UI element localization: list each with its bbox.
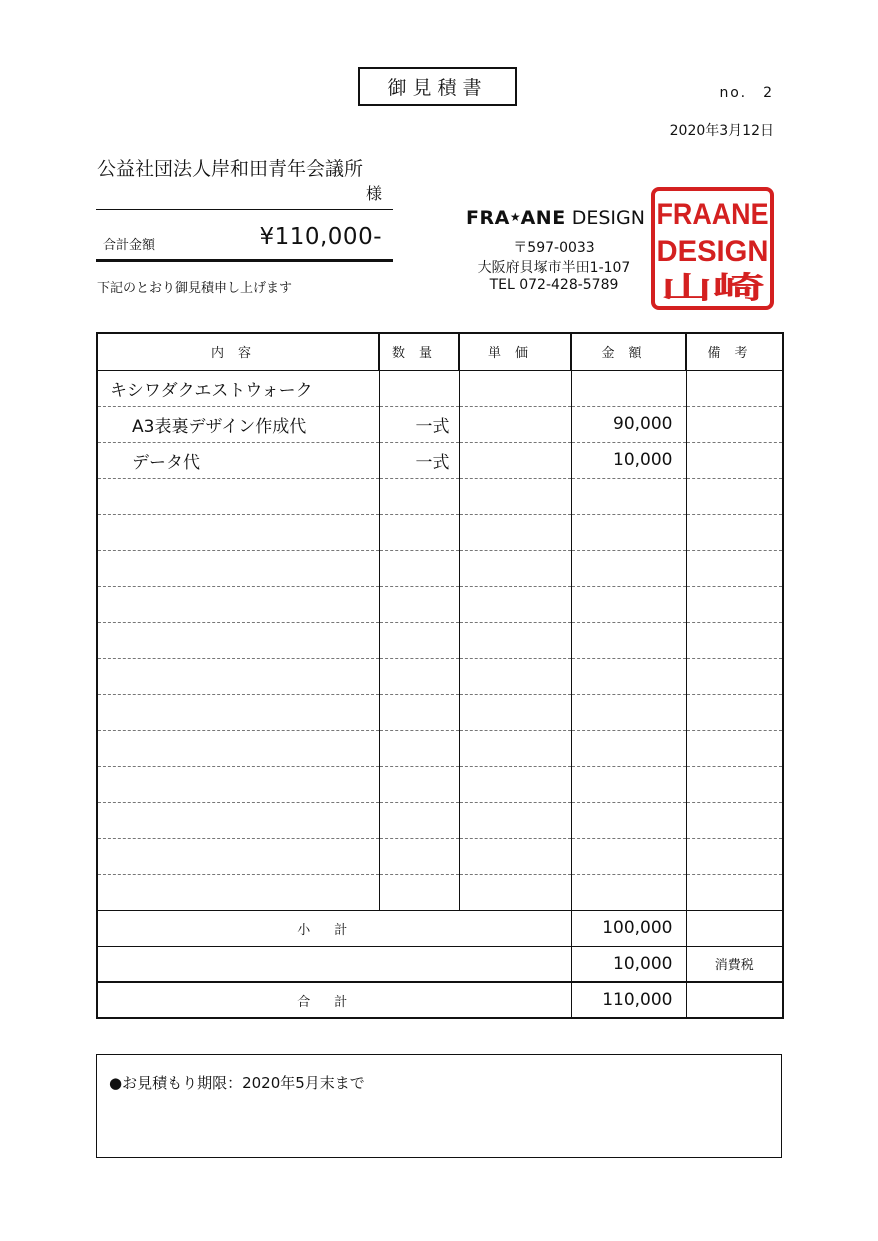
grand-total-amount: 110,000 [571,982,686,1018]
header-amount: 金額 [571,333,686,370]
cell-amount [571,658,686,694]
cell-amount [571,838,686,874]
client-underline [96,209,393,210]
seal-text-line2: DESIGN [656,235,769,268]
subtotal-amount: 100,000 [571,910,686,946]
cell-unit-price [459,406,571,442]
cell-quantity: 一式 [379,442,459,478]
cell-unit-price [459,550,571,586]
cell-quantity [379,550,459,586]
cell-unit-price [459,514,571,550]
issuer-tel: TEL 072-428-5789 [489,277,619,293]
cell-description: A3表裏デザイン作成代 [97,406,379,442]
document-number: no. 2 [719,85,774,101]
cell-note [686,406,783,442]
cell-amount [571,766,686,802]
cell-note [686,586,783,622]
cell-unit-price [459,766,571,802]
table-summary [97,910,783,1018]
cell-description [97,874,379,910]
cell-amount [571,802,686,838]
table-row-blank [97,838,783,874]
table-row-blank [97,514,783,550]
cell-unit-price [459,370,571,406]
cell-note [686,550,783,586]
table-row [97,442,783,478]
cell-note [686,658,783,694]
grand-total-label: 合計 [97,982,571,1018]
header-note: 備考 [686,333,783,370]
cell-quantity [379,370,459,406]
subtotal-label: 小計 [97,910,571,946]
cell-description: キシワダクエストウォーク [97,370,379,406]
cell-amount [571,514,686,550]
cell-description [97,622,379,658]
cell-description [97,478,379,514]
table-row [97,406,783,442]
table-row [97,370,783,406]
total-amount-value: ¥110,000- [259,224,382,250]
cell-note [686,442,783,478]
table-row-blank [97,802,783,838]
cell-description [97,694,379,730]
tax-row [97,946,783,982]
cell-quantity [379,622,459,658]
issuer-address: 大阪府貝塚市半田1-107 [477,260,631,276]
cell-quantity [379,838,459,874]
cell-note [686,874,783,910]
cell-amount [571,370,686,406]
cell-unit-price [459,478,571,514]
cell-amount [571,478,686,514]
remarks-box [96,1054,782,1158]
cell-unit-price [459,874,571,910]
table-row-blank [97,694,783,730]
cell-quantity [379,658,459,694]
company-seal-stamp [650,186,775,311]
cell-description [97,802,379,838]
cell-amount [571,874,686,910]
star-icon: ★ [509,210,521,224]
cell-quantity [379,766,459,802]
cell-amount [571,730,686,766]
cell-quantity [379,478,459,514]
cell-note [686,802,783,838]
table-row-blank [97,658,783,694]
issuer-postal: 〒597-0033 [513,240,595,256]
client-name: 公益社団法人岸和田青年会議所 [97,158,364,180]
cell-amount [571,694,686,730]
cell-unit-price [459,658,571,694]
table-header-row [97,333,783,370]
cell-quantity [379,874,459,910]
cell-quantity [379,514,459,550]
cell-note [686,766,783,802]
issue-date: 2020年3月12日 [669,123,774,139]
cell-unit-price [459,802,571,838]
tax-label-blank [97,946,571,982]
table-row-blank [97,730,783,766]
cell-note [686,478,783,514]
cell-description [97,766,379,802]
document-title: 御見積書 [358,67,517,106]
cell-note [686,514,783,550]
seal-text-line3: 山崎 [660,271,765,306]
table-row-blank [97,550,783,586]
company-name-part3: DESIGN [565,207,645,229]
cell-unit-price [459,442,571,478]
cell-quantity [379,730,459,766]
cell-unit-price [459,838,571,874]
cell-description [97,514,379,550]
cell-amount [571,622,686,658]
cell-description [97,586,379,622]
cell-unit-price [459,730,571,766]
client-honorific: 様 [365,184,382,203]
total-amount-label: 合計金額 [103,238,156,253]
cell-amount [571,550,686,586]
table-row-blank [97,622,783,658]
cell-description: データ代 [97,442,379,478]
cell-amount: 10,000 [571,442,686,478]
cell-description [97,550,379,586]
cell-note [686,370,783,406]
cell-note [686,622,783,658]
table-row-blank [97,766,783,802]
cell-description [97,730,379,766]
cell-amount [571,586,686,622]
table-body [97,370,783,910]
cell-description [97,838,379,874]
grand-total-row [97,982,783,1018]
cell-unit-price [459,586,571,622]
quote-validity-text: ●お見積もり期限：2020年5月末まで [109,1074,365,1092]
intro-text: 下記のとおり御見積申し上げます [97,281,293,296]
tax-note: 消費税 [686,946,783,982]
header-description: 内容 [97,333,379,370]
seal-text-line1: FRAANE [656,198,769,231]
cell-note [686,730,783,766]
cell-unit-price [459,694,571,730]
cell-quantity: 一式 [379,406,459,442]
header-quantity: 数量 [379,333,459,370]
total-underline [96,259,393,262]
table-row-blank [97,586,783,622]
subtotal-note [686,910,783,946]
tax-amount: 10,000 [571,946,686,982]
cell-note [686,694,783,730]
grand-total-note [686,982,783,1018]
cell-quantity [379,802,459,838]
estimate-table [96,332,784,1019]
cell-note [686,838,783,874]
table-row-blank [97,478,783,514]
company-name-part2: ANE [520,207,566,229]
subtotal-row [97,910,783,946]
cell-unit-price [459,622,571,658]
header-unit-price: 単価 [459,333,571,370]
company-name-part1: FRA [466,207,510,229]
table-row-blank [97,874,783,910]
cell-quantity [379,694,459,730]
cell-quantity [379,586,459,622]
cell-description [97,658,379,694]
issuer-company-name [466,207,648,229]
cell-amount: 90,000 [571,406,686,442]
